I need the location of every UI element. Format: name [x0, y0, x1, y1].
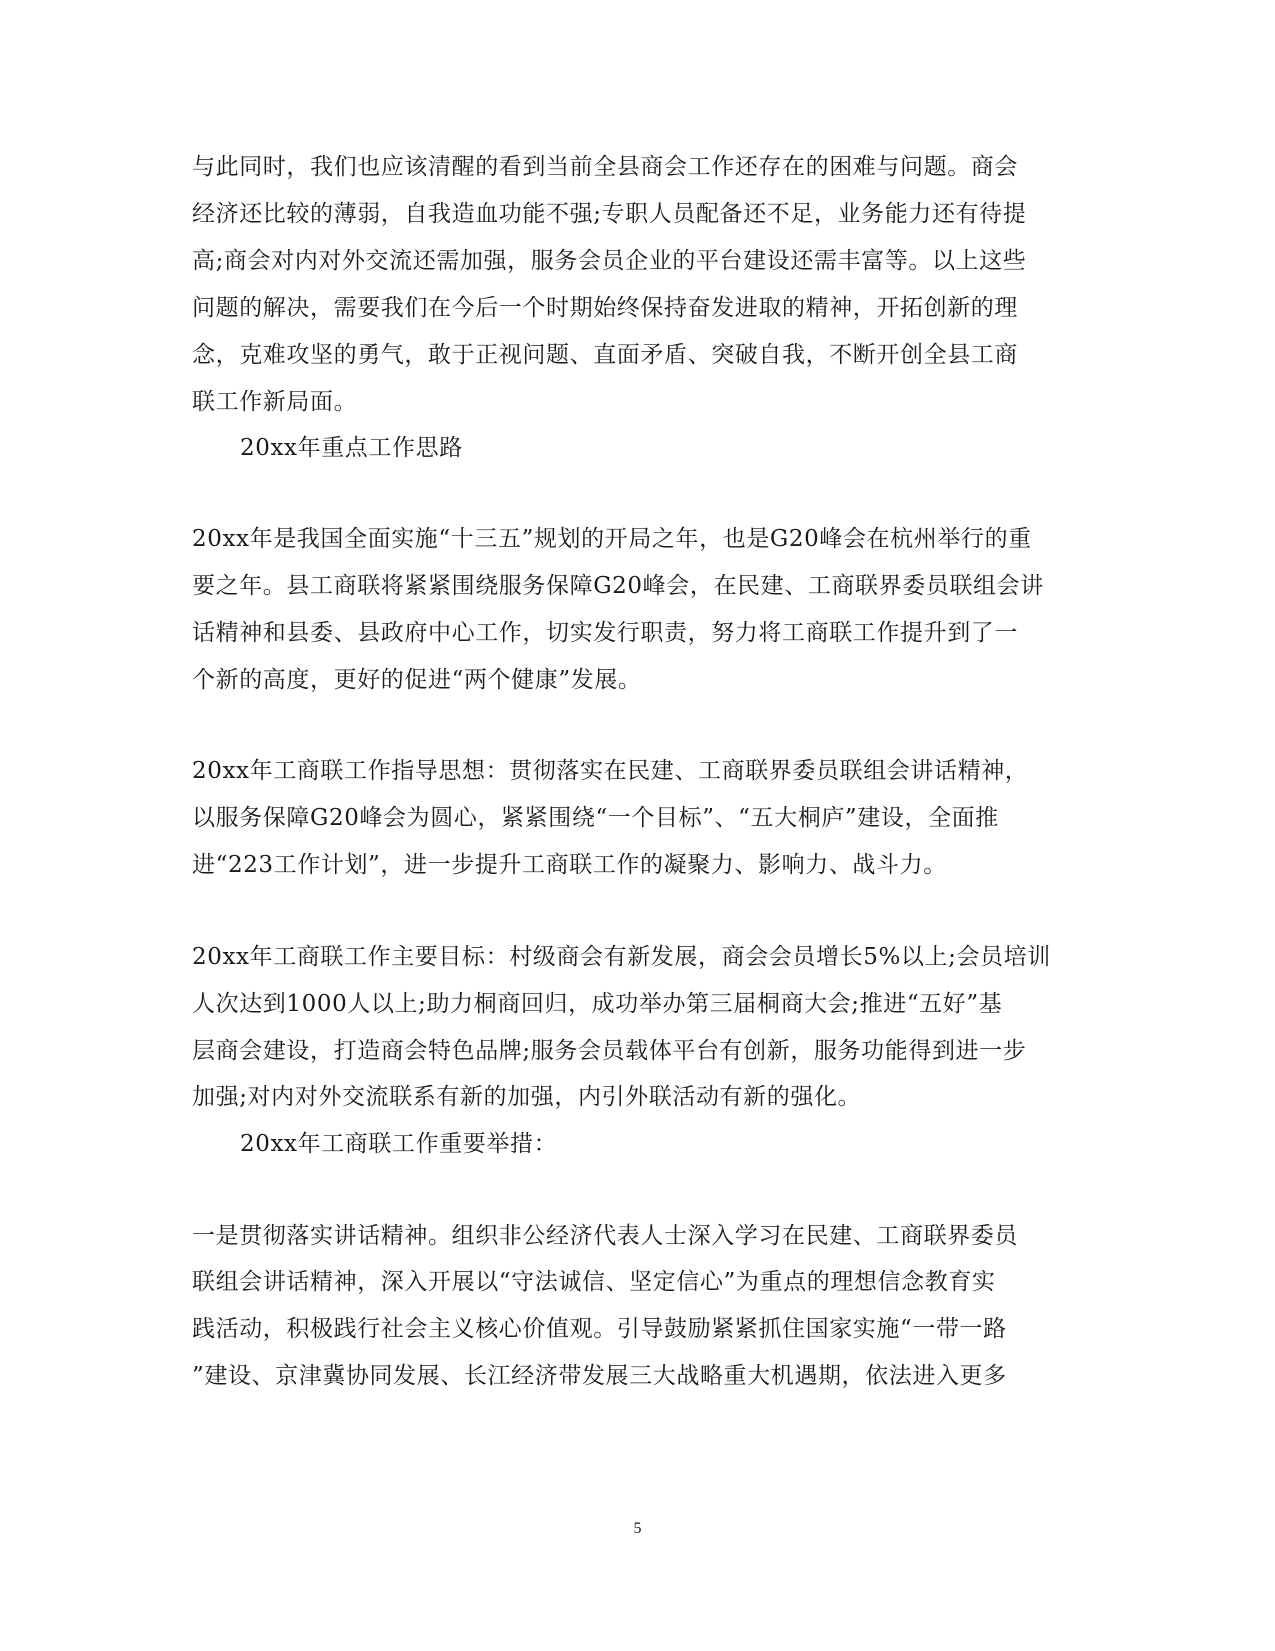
section-heading-work-ideas: 20xx年重点工作思路 [240, 435, 463, 461]
paragraph-5-line-1: 一是贯彻落实讲话精神。组织非公经济代表人士深入学习在民建、工商联界委员 [192, 1223, 1018, 1249]
paragraph-5-line-2: 联组会讲话精神，深入开展以“守法诚信、坚定信心”为重点的理想信念教育实 [192, 1269, 996, 1295]
paragraph-3-line-1: 20xx年工商联工作指导思想：贯彻落实在民建、工商联界委员联组会讲话精神， [192, 758, 1029, 784]
paragraph-1-line-4: 问题的解决，需要我们在今后一个时期始终保持奋发进取的精神，开拓创新的理 [192, 295, 1018, 321]
section-heading-measures: 20xx年工商联工作重要举措： [240, 1131, 558, 1157]
paragraph-5-line-3: 践活动，积极践行社会主义核心价值观。引导鼓励紧紧抓住国家实施“一带一路 [192, 1316, 1007, 1342]
paragraph-2-line-3: 话精神和县委、县政府中心工作，切实发行职责，努力将工商联工作提升到了一 [192, 620, 1018, 646]
paragraph-4-line-4: 加强;对内对外交流联系有新的加强，内引外联活动有新的强化。 [192, 1084, 862, 1110]
paragraph-1-line-3: 高;商会对内对外交流还需加强，服务会员企业的平台建设还需丰富等。以上这些 [192, 248, 1027, 274]
paragraph-1-line-6: 联工作新局面。 [192, 389, 358, 415]
paragraph-4-line-3: 层商会建设，打造商会特色品牌;服务会员载体平台有创新，服务功能得到进一步 [192, 1038, 1027, 1064]
paragraph-1-line-5: 念，克难攻坚的勇气，敢于正视问题、直面矛盾、突破自我，不断开创全县工商 [192, 342, 1018, 368]
paragraph-1-line-1: 与此同时，我们也应该清醒的看到当前全县商会工作还存在的困难与问题。商会 [192, 154, 1018, 180]
page-number: 5 [633, 1520, 642, 1537]
paragraph-2-line-1: 20xx年是我国全面实施“十三五”规划的开局之年，也是G20峰会在杭州举行的重 [192, 526, 1032, 552]
paragraph-1-line-2: 经济还比较的薄弱，自我造血功能不强;专职人员配备还不足，业务能力还有待提 [192, 201, 1027, 227]
paragraph-4-line-2: 人次达到1000人以上;助力桐商回归，成功举办第三届桐商大会;推进“五好”基 [192, 991, 1003, 1017]
paragraph-4-line-1: 20xx年工商联工作主要目标：村级商会有新发展，商会会员增长5%以上;会员培训 [192, 944, 1051, 970]
paragraph-3-line-3: 进“223工作计划”，进一步提升工商联工作的凝聚力、影响力、战斗力。 [192, 852, 947, 878]
paragraph-2-line-4: 个新的高度，更好的促进“两个健康”发展。 [192, 667, 642, 693]
paragraph-3-line-2: 以服务保障G20峰会为圆心，紧紧围绕“一个目标”、“五大桐庐”建设，全面推 [192, 805, 999, 831]
paragraph-5-line-4: ”建设、京津冀协同发展、长江经济带发展三大战略重大机遇期，依法进入更多 [192, 1363, 1007, 1389]
paragraph-2-line-2: 要之年。县工商联将紧紧围绕服务保障G20峰会，在民建、工商联界委员联组会讲 [192, 573, 1044, 599]
